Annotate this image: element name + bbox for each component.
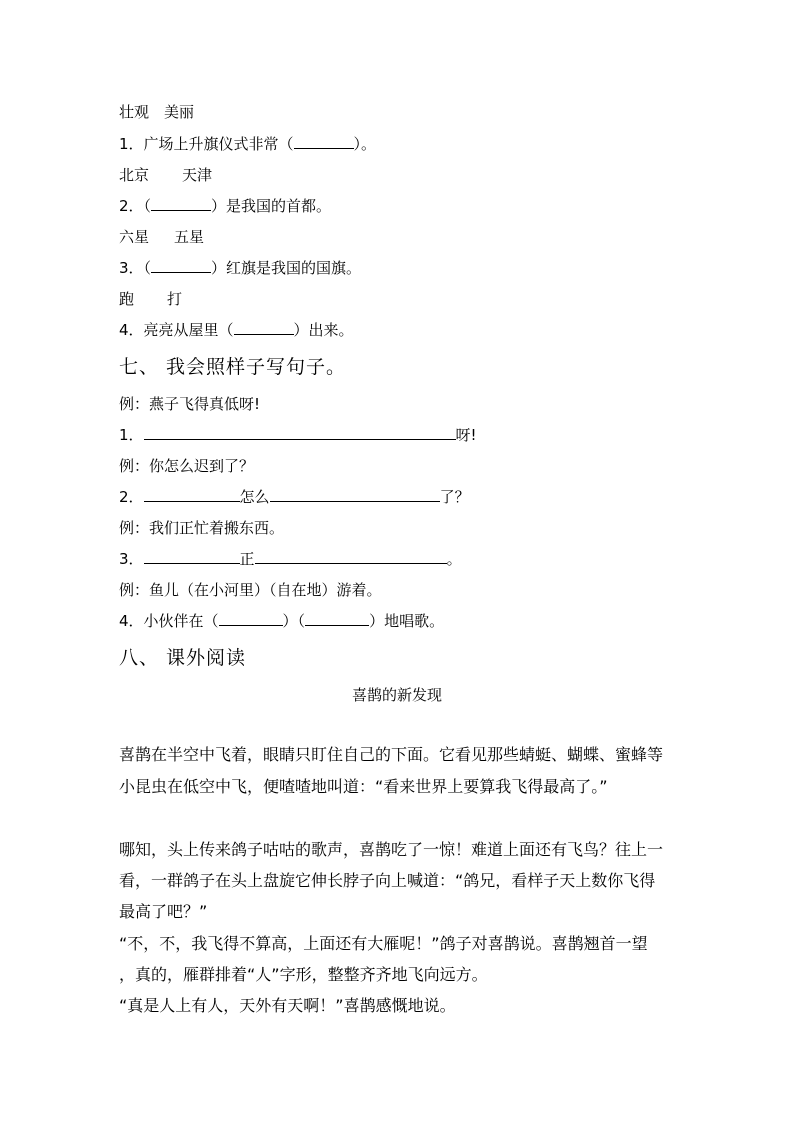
- question-6-4: 4．亮亮从屋里（ ）出来。: [119, 321, 354, 339]
- question-7-1: 1． 呀!: [119, 426, 477, 444]
- choice-words-2: [119, 165, 212, 185]
- question-6-1: 1．广场上升旗仪式非常（ ）。: [119, 135, 377, 153]
- reading-paragraph-line: 最高了吧？”: [119, 902, 208, 921]
- answer-blank[interactable]: [151, 258, 211, 273]
- example-7-4: 例：鱼儿（在小河里）（自在地）游着。: [119, 581, 382, 599]
- answer-blank[interactable]: [305, 611, 369, 626]
- section-7-heading: 七、 我会照样子写句子。: [119, 356, 347, 378]
- choice-word: 北京: [119, 166, 150, 184]
- reading-paragraph-line: “真是人上有人，天外有天啊！”喜鹊感慨地说。: [119, 996, 456, 1015]
- answer-blank[interactable]: [144, 425, 456, 440]
- answer-blank[interactable]: [144, 549, 240, 564]
- choice-word: 美丽: [164, 103, 195, 121]
- choice-word: 五星: [174, 228, 205, 246]
- choice-words-3: [119, 227, 204, 247]
- answer-blank[interactable]: [270, 487, 440, 502]
- answer-blank[interactable]: [144, 487, 240, 502]
- choice-word: 打: [167, 290, 183, 308]
- reading-paragraph-line: 喜鹊在半空中飞着，眼睛只盯住自己的下面。它看见那些蜻蜓、蝴蝶、蜜蜂等: [119, 745, 664, 764]
- example-7-2: 例：你怎么迟到了？: [119, 457, 255, 475]
- reading-paragraph-line: 小昆虫在低空中飞，便喳喳地叫道：“看来世界上要算我飞得最高了。”: [119, 777, 608, 796]
- question-7-4: 4．小伙伴在（ ）（ ）地唱歌。: [119, 612, 445, 630]
- question-6-2: 2．（ ）是我国的首都。: [119, 197, 332, 215]
- reading-paragraph-line: ，真的，雁群排着“人”字形，整整齐齐地飞向远方。: [119, 965, 488, 984]
- choice-word: 壮观: [119, 103, 150, 121]
- reading-paragraph-line: 看，一群鸽子在头上盘旋它伸长脖子向上喊道：“鸽兄，看样子天上数你飞得: [119, 871, 656, 890]
- choice-word: 跑: [119, 290, 135, 308]
- reading-paragraph-line: “不，不，我飞得不算高，上面还有大雁呢！”鸽子对喜鹊说。喜鹊翘首一望: [119, 934, 648, 953]
- choice-words-4: [119, 289, 182, 309]
- answer-blank[interactable]: [234, 320, 294, 335]
- answer-blank[interactable]: [151, 196, 211, 211]
- answer-blank[interactable]: [294, 134, 354, 149]
- example-7-1: 例：燕子飞得真低呀!: [119, 395, 261, 413]
- answer-blank[interactable]: [219, 611, 283, 626]
- question-6-3: 3．（ ）红旗是我国的国旗。: [119, 259, 362, 277]
- reading-title: 喜鹊的新发现: [351, 686, 442, 704]
- answer-blank[interactable]: [255, 549, 447, 564]
- choice-word: 六星: [119, 228, 150, 246]
- choice-words-1: [119, 102, 194, 122]
- reading-paragraph-line: 哪知，头上传来鸽子咕咕的歌声，喜鹊吃了一惊！难道上面还有飞鸟？往上一: [119, 840, 664, 859]
- section-8-heading: 八、 课外阅读: [119, 647, 247, 669]
- choice-word: 天津: [182, 166, 213, 184]
- question-7-3: 3． 正 。: [119, 550, 462, 568]
- example-7-3: 例：我们正忙着搬东西。: [119, 519, 285, 537]
- question-7-2: 2． 怎么 了？: [119, 488, 470, 506]
